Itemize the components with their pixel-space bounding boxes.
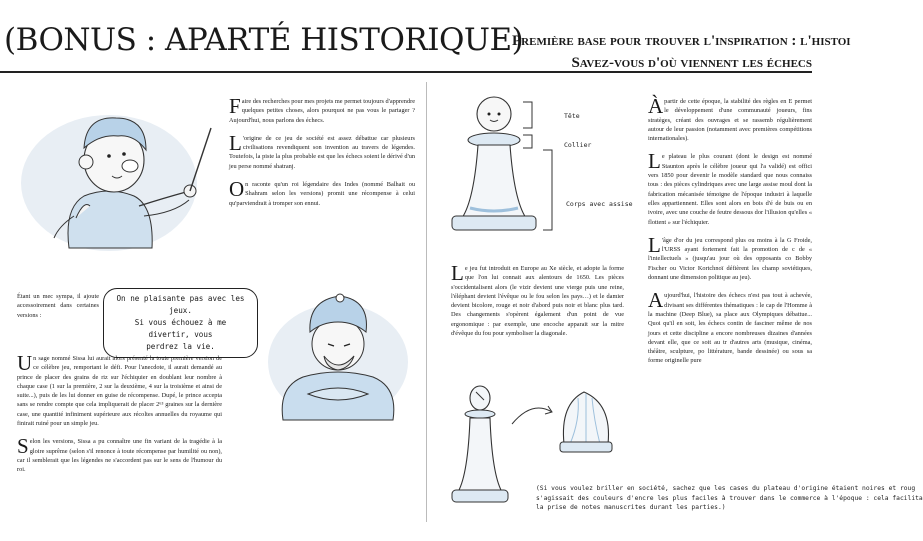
- paragraph-text: elon les versions, Sissa a pu connaître une fin variant de la tragédie à la gloire suprême (selon s'il renonce à toute récompense par humilité ou non), car il semblerait que les légendes ne s'accordent pas sur le sens de l'humour du roi.: [17, 438, 222, 474]
- dropcap: A: [648, 288, 664, 313]
- col3-paragraph: [451, 261, 624, 338]
- intro-text: Étant un mec sympa, il ajoute accessoirement dans certaines versions :: [17, 293, 99, 319]
- dropcap: S: [17, 434, 29, 459]
- col3-text: [451, 261, 624, 338]
- footnote: [536, 484, 923, 513]
- dropcap: F: [229, 94, 241, 118]
- col1-paragraph: [229, 94, 415, 125]
- dropcap: L: [648, 232, 661, 257]
- col4-paragraph: [648, 232, 812, 282]
- col4-text: [648, 94, 812, 479]
- bubble-line-3: perdrez la vie.: [146, 342, 215, 351]
- paragraph-text: ujourd'hui, l'histoire des échecs n'est pas tout à achevée, divisant ses différentes thématiques : le cap de l'Homme à la machine (Deep Blue), sa place aux Olympiques débattue... Quoi qu'il en soit, les échecs contin de fasciner même de nos jours et cette discipline a encore nombreuses dizaines d'années devant elle, que ce soit au tr d'autres arts (musique, cinéma, théâtre, sculpture, po littérature, bande dessinée) ou sous sa forme originelle pure: [648, 292, 812, 365]
- dropcap: L: [451, 261, 464, 285]
- footnote-line-3: la prise de notes manuscrites durant les parties.): [536, 504, 726, 511]
- bubble-line-1: On ne plaisante pas avec les jeux.: [116, 294, 245, 315]
- label-collier: Collier: [564, 141, 592, 149]
- paragraph-text: aire des recherches pour mes projets me permet toujours d'apprendre quelques petites choses, alors pourquoi ne pas vous le partager ? Aujourd'hui, nous parlons des échecs.: [229, 98, 415, 124]
- col4-paragraph: [648, 94, 812, 143]
- col4-paragraph: [648, 149, 812, 226]
- bubble-line-2: Si vous échouez à me divertir, vous: [134, 318, 227, 339]
- column-divider: [426, 82, 427, 522]
- paragraph-text: n raconte qu'un roi légendaire des Indes (nommé Balhait ou Shahram selon les versions) promit une récompense à celui qu'parviendrait à tromper son ennui.: [229, 181, 415, 207]
- king-illustration: [258, 282, 418, 422]
- paragraph-text: 'origine de ce jeu de société est assez débattue car plusieurs civilisations revendiquent son invention au travers de légendes. Toutefois, la piste la plus probable est que les échecs soient le dérivé d'un jeu perse nommé shatranj.: [229, 134, 415, 170]
- col1-text: [229, 94, 415, 208]
- paragraph-text: e plateau le plus courant (dont le design est nommé Staunton après le célèbre joueur qui l'a validé) est offici vers 1850 pour devenir le modèle standard que nous connaiss tous : des pièces cylindriques avec une large assise moul dont la fabrication mécanisée témoigne de l'époque industri à laquelle elles appartiennent. Elles sont alors en bois d'é de buis ou en ivoire, avec une couche de feutre dessous dor l'illusion qu'elles « flottent » sur l'échiquier.: [648, 153, 812, 226]
- page-subtitle: [512, 30, 851, 74]
- paragraph-text: e jeu fut introduit en Europe au Xe siècle, et adopte la forme que l'on lui connait aux alentours de 1650. Les pièces s'occidentalisent alors (le vizir devient une vierge puis une reine, l'éléphant devient l'évêque ou le fou selon les pays…) et le damier devient bicolore, rouge et noir d'abord puis noir et blanc plus tard. Des changements s'opèrent également d'un point de vue ergonomique : par exemple, une encoche apparait sur la mitre d'évêque du fou pour symboliser la diagonale.: [451, 265, 624, 338]
- label-corps: Corps avec assise: [566, 200, 633, 208]
- paragraph-text: n sage nommé Sissa lui aurait alors présenté la toute première version de ce célèbre jeu, remportant le défi. Pour l'anecdote, il aurait demandé au prince de placer des grains de riz sur l'échiquier en doublant leur nombre à chaque case (1 sur la première, 2 sur la deuxième, 4 sur la troisième et ainsi de suite...), puis de les lui donner en guise de récompense. Dupé, le prince accepta sans se rendre compte que cela impliquerait de placer 2⁶³ graines sur la dernière case, une quantité infiniment supérieure aux récoltes annuelles du royaume qui finirait ruiné pour un simple jeu.: [17, 355, 222, 428]
- left-bottom-text: [17, 351, 222, 475]
- left-paragraph: [17, 351, 222, 428]
- paragraph-text: partir de cette époque, la stabilité des règles en E permet le développement d'une communauté joueurs, fins stratèges, créant des ouvrages et se rassemb régulièrement autour de leur passion (notamment avec premières compétitions internationales).: [648, 98, 812, 143]
- boy-teacher-illustration: [14, 88, 219, 253]
- col1-paragraph: [229, 130, 415, 171]
- paragraph-text: 'âge d'or du jeu correspond plus ou moins à la G Froide, l'URSS ayant fortement fait la promotion de c de « l'intellectuels » (jusqu'au jour où des opposants co Bobby Fischer ou Victor Kortchnoï défièrent les champ soviétiques, donnant une dimension politique au jeu).: [648, 236, 812, 282]
- footnote-line-1: (Si vous voulez briller en société, sachez que les cases du plateau d'origine étaient noires et roug: [536, 485, 916, 492]
- dropcap: U: [17, 351, 33, 375]
- dropcap: À: [648, 94, 664, 118]
- speech-bubble: [103, 288, 258, 358]
- subtitle-line-1: Première base pour trouver l'inspiration : l'histoi: [512, 33, 851, 49]
- page-title: (BONUS : APARTÉ HISTORIQUE): [4, 22, 524, 58]
- dropcap: O: [229, 177, 245, 202]
- header-rule: [0, 71, 812, 73]
- footnote-line-2: s'agissait des couleurs d'encre les plus faciles à trouver dans le commerce à l'époque : cela facilita: [536, 494, 923, 502]
- label-tete: Tête: [564, 112, 580, 120]
- dropcap: L: [648, 149, 661, 174]
- subtitle-line-2: Savez-vous d'où viennent les échecs: [571, 55, 812, 71]
- dropcap: L: [229, 130, 242, 155]
- col1-paragraph: [229, 177, 415, 208]
- left-paragraph: [17, 434, 222, 474]
- col4-paragraph: [648, 288, 812, 365]
